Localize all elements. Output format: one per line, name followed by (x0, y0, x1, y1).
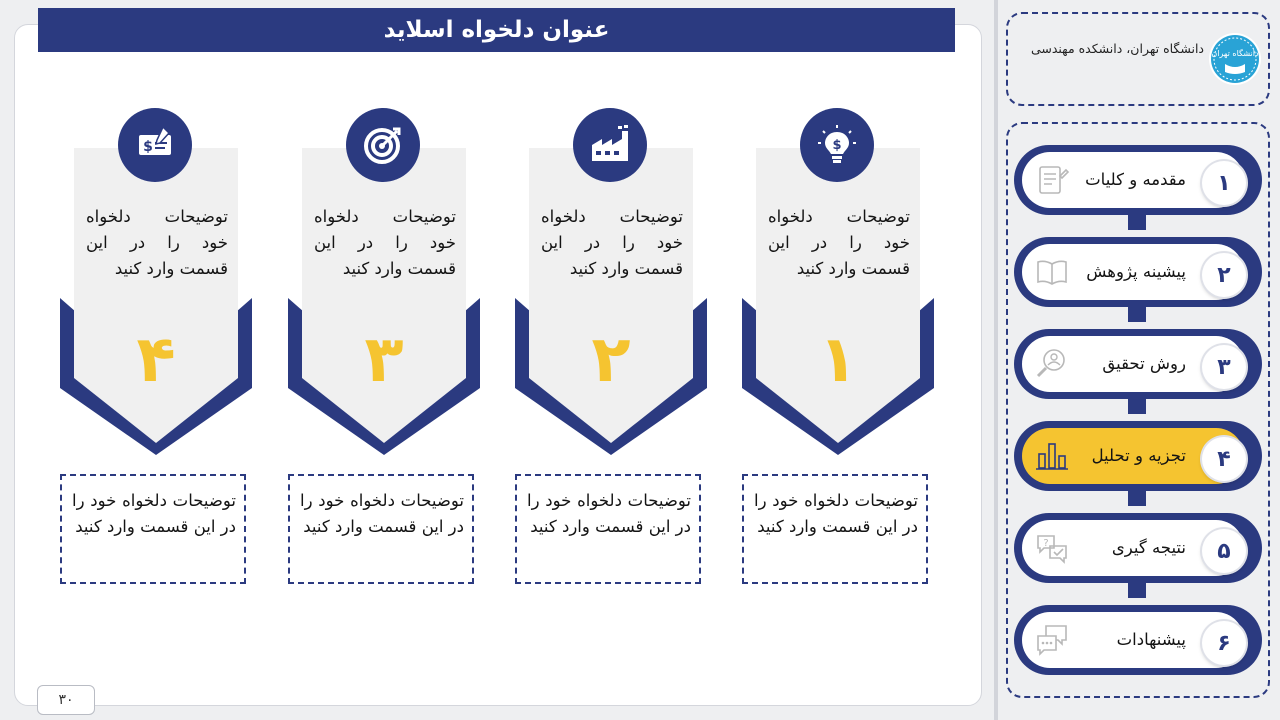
page-number: ۳۰ (37, 685, 95, 715)
card-description: توضیحات دلخواه خود را در این قسمت وارد کنید (768, 207, 910, 278)
nav-item-methodology[interactable] (1014, 329, 1262, 399)
card-description: توضیحات دلخواه خود را در این قسمت وارد کنید (541, 207, 683, 278)
university-of-tehran-logo (1208, 32, 1262, 86)
nav-number: ۳ (1202, 345, 1246, 389)
search-user-icon (1034, 346, 1070, 382)
nav-pill (1022, 520, 1244, 576)
step-card-2 (515, 108, 707, 588)
conclusion-icon (1034, 530, 1070, 566)
bar-chart-icon (1034, 438, 1070, 474)
card-description: توضیحات دلخواه خود را در این قسمت وارد کنید (314, 207, 456, 278)
nav-label: پیشنهادات (1116, 630, 1186, 649)
open-book-icon (1034, 254, 1070, 290)
note-box: توضیحات دلخواه خود را در این قسمت وارد کنید (288, 474, 474, 584)
card-number: ۴ (136, 323, 176, 397)
university-name: دانشگاه تهران، دانشکده مهندسی (1030, 41, 1204, 56)
note-box: توضیحات دلخواه خود را در این قسمت وارد کنید (742, 474, 928, 584)
nav-label: مقدمه و کلیات (1085, 170, 1186, 189)
nav-number: ۴ (1202, 437, 1246, 481)
nav-pill (1022, 336, 1244, 392)
check-money-icon (118, 108, 192, 182)
university-header (1006, 12, 1270, 106)
slide-title: عنوان دلخواه اسلاید (38, 8, 955, 52)
card-number: ۱ (818, 323, 858, 397)
document-edit-icon (1034, 162, 1070, 198)
nav-item-suggestions[interactable] (1014, 605, 1262, 675)
card-description: توضیحات دلخواه خود را در این قسمت وارد کنید (86, 207, 228, 278)
nav-item-literature-review[interactable] (1014, 237, 1262, 307)
nav-number: ۱ (1202, 161, 1246, 205)
step-card-1 (742, 108, 934, 588)
university-logo-text: دانشگاه تهران (1211, 49, 1259, 58)
nav-label: تجزیه و تحلیل (1091, 446, 1186, 465)
step-card-4 (60, 108, 252, 588)
nav-item-conclusion[interactable] (1014, 513, 1262, 583)
nav-pill-active (1022, 428, 1244, 484)
card-number: ۳ (364, 323, 404, 397)
nav-label: روش تحقیق (1102, 354, 1186, 373)
nav-number: ۲ (1202, 253, 1246, 297)
nav-item-introduction[interactable] (1014, 145, 1262, 215)
nav-number: ۶ (1202, 621, 1246, 665)
chat-bubbles-icon (1034, 622, 1070, 658)
note-box: توضیحات دلخواه خود را در این قسمت وارد کنید (515, 474, 701, 584)
nav-pill (1022, 244, 1244, 300)
nav-label: پیشینه پژوهش (1086, 262, 1186, 281)
target-icon (346, 108, 420, 182)
step-card-3 (288, 108, 480, 588)
lightbulb-dollar-icon (800, 108, 874, 182)
nav-item-analysis[interactable] (1014, 421, 1262, 491)
nav-number: ۵ (1202, 529, 1246, 573)
svg-text:?: ? (1043, 538, 1049, 549)
svg-text:$: $ (143, 139, 153, 155)
sidebar-divider (994, 0, 998, 720)
note-box: توضیحات دلخواه خود را در این قسمت وارد کنید (60, 474, 246, 584)
nav-label: نتیجه گیری (1111, 538, 1186, 557)
nav-pill (1022, 152, 1244, 208)
factory-icon (573, 108, 647, 182)
nav-pill (1022, 612, 1244, 668)
svg-text:$: $ (832, 138, 842, 153)
card-number: ۲ (591, 323, 631, 397)
